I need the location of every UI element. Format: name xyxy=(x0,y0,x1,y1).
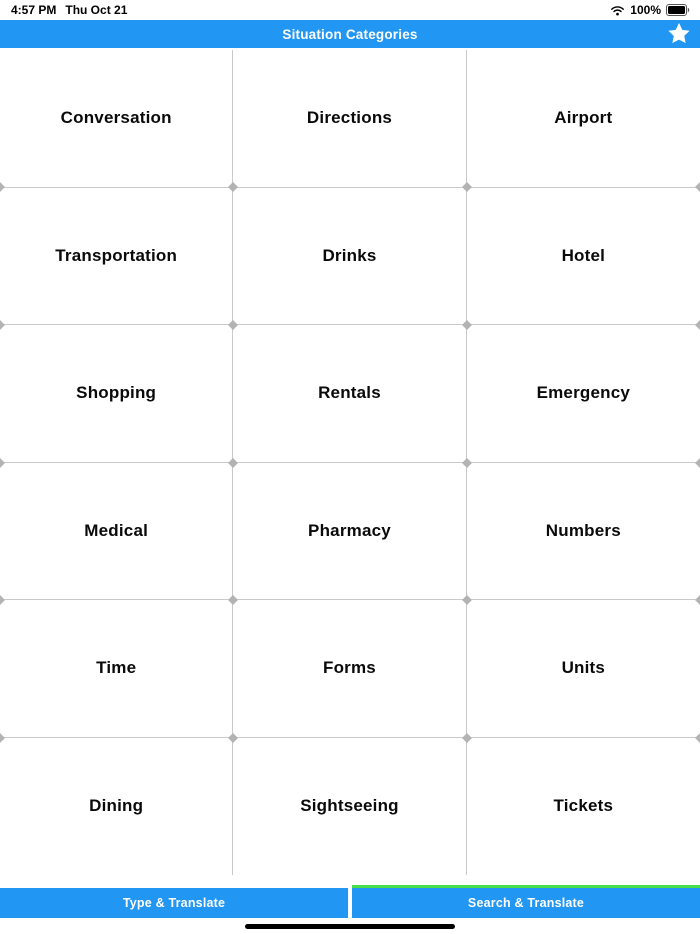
search-translate-button[interactable]: Search & Translate xyxy=(352,885,700,918)
category-label: Drinks xyxy=(322,245,377,265)
battery-percent: 100% xyxy=(630,3,661,17)
category-directions[interactable] xyxy=(233,50,466,188)
category-label: Shopping xyxy=(76,383,157,403)
category-shopping[interactable] xyxy=(0,325,233,463)
status-time: 4:57 PM xyxy=(11,3,57,17)
category-label: Pharmacy xyxy=(308,520,391,540)
category-label: Hotel xyxy=(561,245,606,265)
status-date: Thu Oct 21 xyxy=(65,3,128,17)
category-hotel[interactable] xyxy=(467,188,700,326)
category-conversation[interactable] xyxy=(0,50,233,188)
home-indicator-area xyxy=(0,918,700,934)
category-label: Forms xyxy=(323,658,376,678)
category-sightseeing[interactable] xyxy=(233,738,466,876)
battery-icon xyxy=(666,4,690,16)
category-airport[interactable] xyxy=(467,50,700,188)
category-numbers[interactable] xyxy=(467,463,700,601)
category-dining[interactable] xyxy=(0,738,233,876)
category-rentals[interactable] xyxy=(233,325,466,463)
wifi-icon xyxy=(610,5,625,16)
status-bar xyxy=(0,0,700,20)
category-label: Airport xyxy=(554,108,613,128)
category-label: Rentals xyxy=(318,383,381,403)
category-label: Sightseeing xyxy=(300,796,399,816)
category-drinks[interactable] xyxy=(233,188,466,326)
category-time[interactable] xyxy=(0,600,233,738)
category-transportation[interactable] xyxy=(0,188,233,326)
category-label: Time xyxy=(96,658,137,678)
category-grid xyxy=(0,50,700,875)
status-bar-right xyxy=(610,3,690,17)
category-label: Medical xyxy=(84,520,149,540)
category-emergency[interactable] xyxy=(467,325,700,463)
category-tickets[interactable] xyxy=(467,738,700,876)
category-label: Directions xyxy=(306,108,393,128)
status-bar-left xyxy=(11,3,127,17)
category-label: Conversation xyxy=(60,108,172,128)
bottom-toolbar xyxy=(0,885,700,918)
category-pharmacy[interactable] xyxy=(233,463,466,601)
category-forms[interactable] xyxy=(233,600,466,738)
home-indicator[interactable] xyxy=(245,924,455,929)
category-units[interactable] xyxy=(467,600,700,738)
type-translate-button[interactable]: Type & Translate xyxy=(0,888,348,918)
category-label: Transportation xyxy=(55,245,178,265)
nav-bar xyxy=(0,20,700,48)
category-medical[interactable] xyxy=(0,463,233,601)
category-label: Emergency xyxy=(536,383,631,403)
category-label: Numbers xyxy=(545,520,621,540)
star-icon xyxy=(666,21,692,47)
category-label: Dining xyxy=(89,796,144,816)
page-title: Situation Categories xyxy=(282,26,418,42)
category-label: Tickets xyxy=(553,796,614,816)
category-label: Units xyxy=(561,658,606,678)
favorites-button[interactable] xyxy=(665,20,693,48)
